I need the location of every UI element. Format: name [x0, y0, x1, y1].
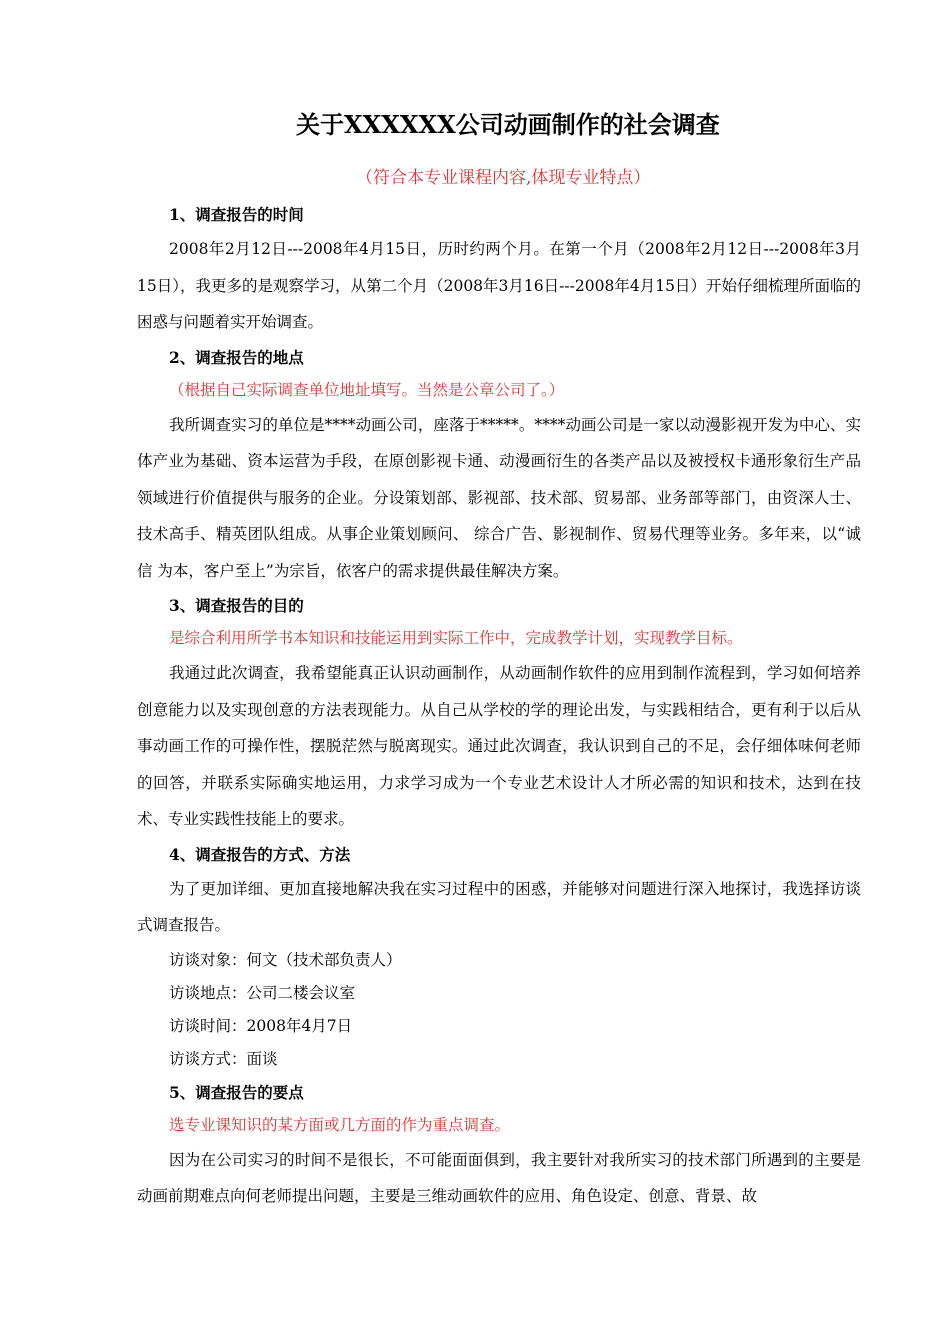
section-note: 是综合利用所学书本知识和技能运用到实际工作中，完成教学计划，实现教学目标。	[169, 629, 743, 647]
section-heading-method: 4、调查报告的方式、方法	[169, 844, 351, 864]
interview-time: 访谈时间：2008年4月7日	[169, 1016, 353, 1035]
section-paragraph: 2008年2月12日---2008年4月15日，历时约两个月。在第一个月（2008年2月12日---2008年3月15日），我更多的是观察学习，从第二个月（2008年3月16日---2008年4月15日）开始仔细梳理所面临的困惑与问题着实开始调查。	[137, 240, 861, 331]
section-paragraph: 我通过此次调查，我希望能真正认识动画制作，从动画制作软件的应用到制作流程到，学习如何培养创意能力以及实现创意的方法表现能力。从自己从学校的学的理论出发，与实践相结合，更有利于以后从事动画工作的可操作性，摆脱茫然与脱离现实。通过此次调查，我认识到自己的不足，会仔细体味何老师的回答，并联系实际确实地运用，力求学习成为一个专业艺术设计人才所必需的知识和技术，达到在技术、专业实践性技能上的要求。	[137, 664, 861, 828]
document-body	[137, 198, 861, 1215]
interview-subject: 访谈对象：何文（技术部负责人）	[169, 950, 402, 969]
section-heading-key-points: 5、调查报告的要点	[169, 1082, 304, 1102]
interview-mode: 访谈方式：面谈	[169, 1049, 278, 1068]
section-paragraph: 我所调查实习的单位是****动画公司，座落于*****。****动画公司是一家以动漫影视开发为中心、实体产业为基础、资本运营为手段，在原创影视卡通、动漫画衍生的各类产品以及被授权卡通形象衍生产品领域进行价值提供与服务的企业。分设策划部、影视部、技术部、贸易部、业务部等部门，由资深人士、技术高手、精英团队组成。从事企业策划顾问、 综合广告、影视制作、贸易代理等业务。多年来，以“诚信 为本，客户至上”为宗旨，依客户的需求提供最佳解决方案。	[137, 415, 861, 580]
section-heading-time: 1、调查报告的时间	[169, 205, 304, 224]
section-paragraph: 为了更加详细、更加直接地解决我在实习过程中的困惑，并能够对问题进行深入地探讨，我选择访谈式调查报告。	[137, 879, 861, 934]
section-note: 选专业课知识的某方面或几方面的作为重点调查。	[169, 1115, 511, 1134]
section-heading-purpose: 3、调查报告的目的	[169, 596, 304, 615]
interview-location: 访谈地点：公司二楼会议室	[169, 983, 356, 1002]
section-paragraph: 因为在公司实习的时间不是很长，不可能面面俱到，我主要针对我所实习的技术部门所遇到的主要是动画前期难点向何老师提出问题，主要是三维动画软件的应用、角色设定、创意、背景、故	[137, 1150, 861, 1205]
document-subtitle: （符合本专业课程内容,体现专业特点）	[356, 168, 651, 188]
section-heading-location: 2、调查报告的地点	[169, 347, 304, 367]
section-note: （根据自己实际调查单位地址填写。当然是公章公司了。）	[169, 380, 565, 399]
document-title: 关于XXXXXX公司动画制作的社会调查	[296, 110, 720, 139]
